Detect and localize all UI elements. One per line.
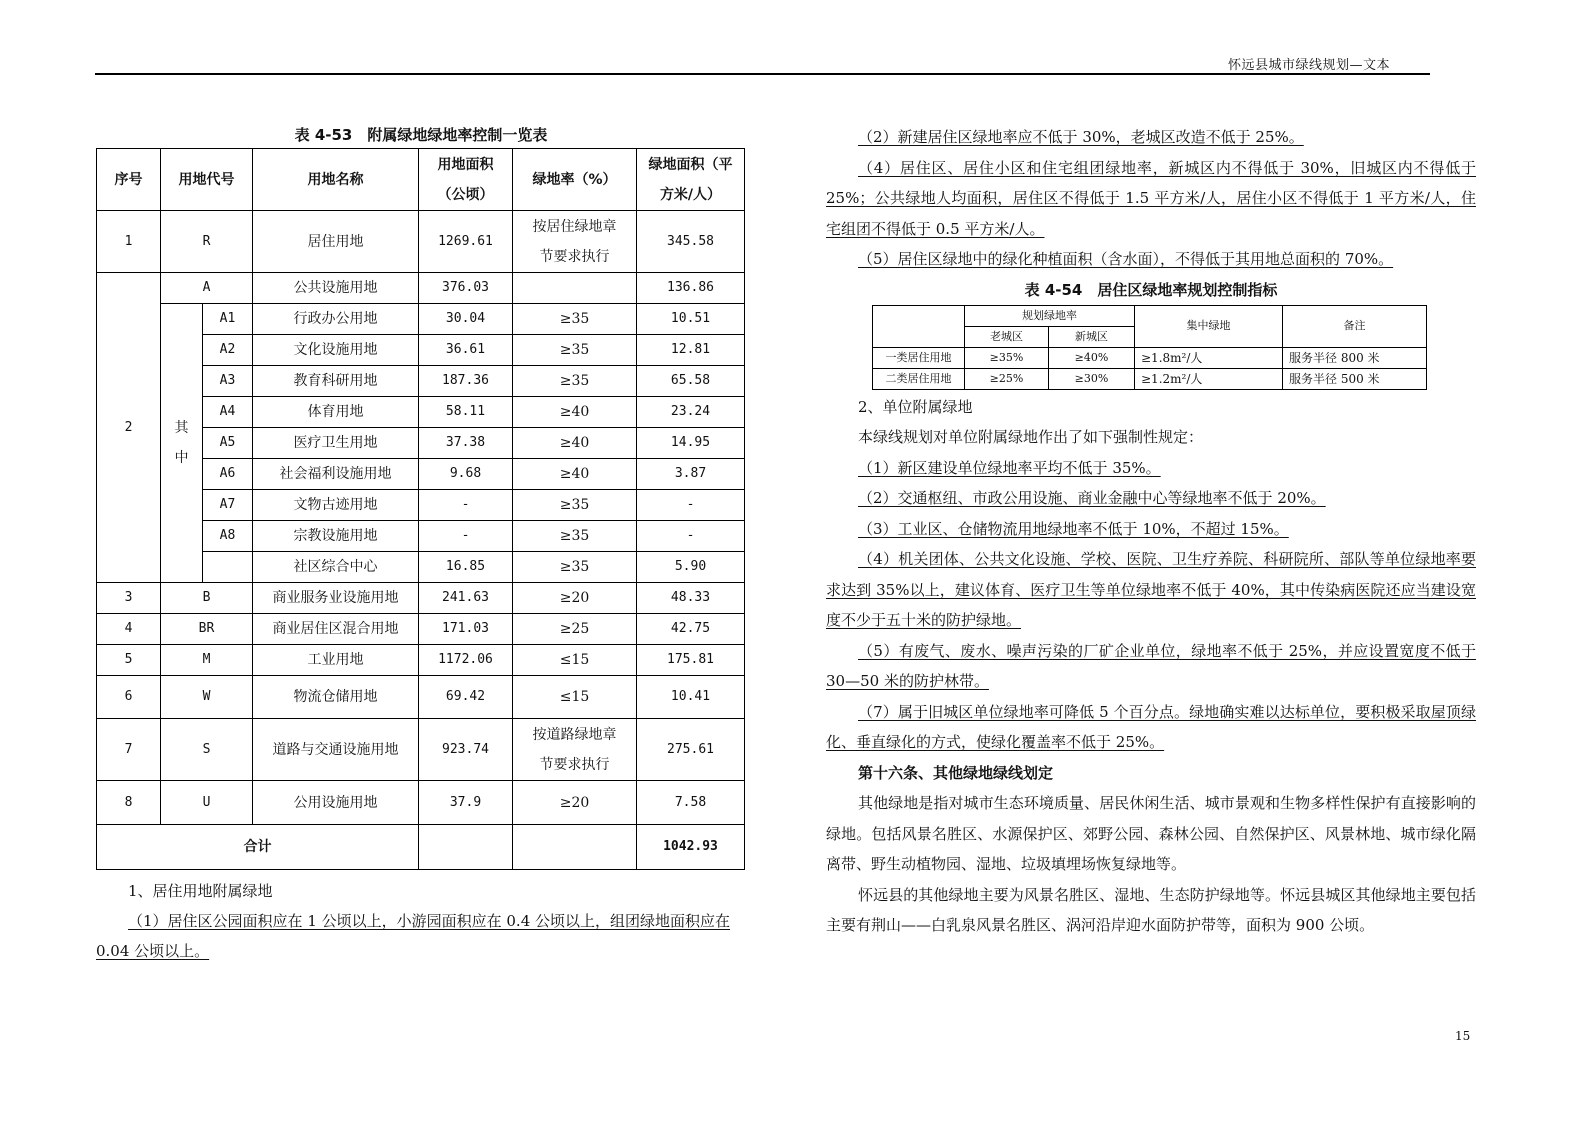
header-code: 用地代号 (161, 149, 253, 211)
para-u2-text: （2）交通枢纽、市政公用设施、商业金融中心等绿地率不低于 20%。 (858, 489, 1326, 507)
para-r5-text: （5）居住区绿地中的绿化种植面积（含水面），不得低于其用地总面积的 70%。 (858, 250, 1394, 268)
table-54 (872, 305, 1427, 390)
para-u5 (826, 636, 1476, 697)
para-r4 (826, 153, 1476, 245)
cell-code: A (161, 273, 253, 304)
cell-rate: ≥20 (513, 583, 637, 614)
qizhong-line1: 其 (174, 420, 189, 436)
cell-code: S (161, 719, 253, 781)
cell-code: A3 (203, 366, 253, 397)
cell-name: 社会福利设施用地 (253, 459, 419, 490)
left-column (96, 122, 746, 966)
cell-seq: 1 (97, 211, 161, 273)
cell-green: - (637, 490, 745, 521)
cell-new: ≥30% (1049, 368, 1135, 389)
cell-area: 923.74 (419, 719, 513, 781)
header-green-line2: 方米/人） (659, 186, 722, 203)
cell-central: ≥1.8m²/人 (1135, 347, 1283, 368)
cell-green: 42.75 (637, 614, 745, 645)
table54-h-central: 集中绿地 (1135, 305, 1283, 347)
cell-name: 社区综合中心 (253, 552, 419, 583)
para-u7-text: （7）属于旧城区单位绿地率可降低 5 个百分点。绿地确实难以达标单位，要积极采取屋顶绿化、垂直绿化的方式，使绿化覆盖率不低于 25%。 (826, 702, 1476, 751)
cell-old: ≥35% (965, 347, 1049, 368)
para-u4 (826, 544, 1476, 636)
table-54-title: 表 4-54 居住区绿地率规划控制指标 (1024, 280, 1278, 299)
table54-h-rate: 规划绿地率 (965, 305, 1135, 326)
cell-name: 商业居住区混合用地 (253, 614, 419, 645)
cell-green: - (637, 521, 745, 552)
cell-seq: 2 (97, 273, 161, 583)
cell-area: 9.68 (419, 459, 513, 490)
cell-green: 10.41 (637, 676, 745, 719)
cell-code: M (161, 645, 253, 676)
cell-name: 物流仓储用地 (253, 676, 419, 719)
cell-seq: 8 (97, 781, 161, 825)
qizhong-line2: 中 (174, 450, 189, 466)
cell-note: 服务半径 500 米 (1283, 368, 1427, 389)
table-row (97, 676, 745, 719)
cell-rate: ≥35 (513, 335, 637, 366)
cell-green: 48.33 (637, 583, 745, 614)
cell-area: 1172.06 (419, 645, 513, 676)
cell-name: 居住用地 (253, 211, 419, 273)
cell-area: 30.04 (419, 304, 513, 335)
cell-rate: ≤15 (513, 645, 637, 676)
para-r2-text: （2）新建居住区绿地率应不低于 30%，老城区改造不低于 25%。 (858, 128, 1304, 146)
cell-green: 345.58 (637, 211, 745, 273)
cell-area: 37.9 (419, 781, 513, 825)
table-row (97, 273, 745, 304)
para-residential-1 (96, 906, 746, 966)
header-area-line2: （公顷） (437, 186, 494, 203)
cell-area: 187.36 (419, 366, 513, 397)
left-text (96, 876, 746, 966)
para-u5-text: （5）有废气、废水、噪声污染的厂矿企业单位，绿地率不低于 25%，并应设置宽度不低于 30—50 米的防护林带。 (826, 641, 1476, 690)
cell-rate: ≤15 (513, 676, 637, 719)
para-u7 (826, 697, 1476, 758)
cell-green: 3.87 (637, 459, 745, 490)
table54-header-row (873, 305, 1427, 326)
cell-rate (513, 211, 637, 273)
cell-area: 37.38 (419, 428, 513, 459)
cell-rate (513, 273, 637, 304)
para-u1-text: （1）新区建设单位绿地率平均不低于 35%。 (858, 458, 1161, 477)
cell-area: 376.03 (419, 273, 513, 304)
para-r2 (826, 122, 1476, 153)
para-u3 (826, 514, 1476, 545)
cell-type: 二类居住用地 (873, 368, 965, 389)
cell-central: ≥1.2m²/人 (1135, 368, 1283, 389)
cell-total-label: 合计 (97, 825, 419, 870)
cell-rate-line1: 按道路绿地章 (532, 726, 617, 743)
cell-green: 175.81 (637, 645, 745, 676)
cell-code: A6 (203, 459, 253, 490)
table-53 (96, 148, 745, 870)
cell-area: 1269.61 (419, 211, 513, 273)
cell-area: 171.03 (419, 614, 513, 645)
cell-seq: 5 (97, 645, 161, 676)
cell-rate: ≥35 (513, 552, 637, 583)
cell-name: 宗教设施用地 (253, 521, 419, 552)
table-header-row (97, 149, 745, 211)
cell-rate: ≥35 (513, 366, 637, 397)
cell-name: 教育科研用地 (253, 366, 419, 397)
cell-name: 文物古迹用地 (253, 490, 419, 521)
cell-green: 14.95 (637, 428, 745, 459)
table54-h-note: 备注 (1283, 305, 1427, 347)
header-rule (95, 73, 1430, 75)
cell-code: U (161, 781, 253, 825)
cell-total-area (419, 825, 513, 870)
header-area (419, 149, 513, 211)
cell-rate: ≥35 (513, 490, 637, 521)
cell-qizhong (161, 304, 203, 583)
cell-seq: 6 (97, 676, 161, 719)
cell-green: 23.24 (637, 397, 745, 428)
cell-name: 公用设施用地 (253, 781, 419, 825)
cell-name: 公共设施用地 (253, 273, 419, 304)
cell-name: 行政办公用地 (253, 304, 419, 335)
table54-corner (873, 305, 965, 347)
cell-seq: 4 (97, 614, 161, 645)
cell-code: A1 (203, 304, 253, 335)
cell-area: 69.42 (419, 676, 513, 719)
cell-note: 服务半径 800 米 (1283, 347, 1427, 368)
heading-unit: 2、单位附属绿地 (858, 397, 973, 416)
cell-code: A4 (203, 397, 253, 428)
heading-residential: 1、居住用地附属绿地 (128, 882, 273, 900)
cell-new: ≥40% (1049, 347, 1135, 368)
cell-name: 文化设施用地 (253, 335, 419, 366)
table-53-title: 表 4-53 附属绿地绿地率控制一览表 (294, 126, 548, 144)
cell-name: 道路与交通设施用地 (253, 719, 419, 781)
table54-h-new: 新城区 (1049, 326, 1135, 347)
cell-seq: 7 (97, 719, 161, 781)
article-16-heading: 第十六条、其他绿地绿线划定 (858, 763, 1054, 782)
header-seq: 序号 (97, 149, 161, 211)
cell-rate: ≥35 (513, 521, 637, 552)
cell-type: 一类居住用地 (873, 347, 965, 368)
table-total-row (97, 825, 745, 870)
header-area-line1: 用地面积 (437, 156, 494, 173)
cell-rate: ≥40 (513, 428, 637, 459)
cell-green: 275.61 (637, 719, 745, 781)
cell-code: A5 (203, 428, 253, 459)
cell-total-rate (513, 825, 637, 870)
cell-area: 58.11 (419, 397, 513, 428)
cell-rate: ≥25 (513, 614, 637, 645)
cell-code: W (161, 676, 253, 719)
cell-area: - (419, 521, 513, 552)
cell-rate: ≥40 (513, 397, 637, 428)
cell-area: - (419, 490, 513, 521)
cell-green: 136.86 (637, 273, 745, 304)
cell-rate: ≥40 (513, 459, 637, 490)
cell-code: B (161, 583, 253, 614)
header-rate: 绿地率（%） (513, 149, 637, 211)
cell-code: A7 (203, 490, 253, 521)
cell-code: A2 (203, 335, 253, 366)
header-title: 怀远县城市绿线规划—文本 (1227, 58, 1390, 73)
table-row (97, 614, 745, 645)
table-row (97, 781, 745, 825)
cell-green: 10.51 (637, 304, 745, 335)
cell-rate: ≥35 (513, 304, 637, 335)
para-u2 (826, 483, 1476, 514)
cell-area: 241.63 (419, 583, 513, 614)
cell-rate-line1: 按居住绿地章 (532, 218, 617, 235)
cell-seq: 3 (97, 583, 161, 614)
para-r4-text: （4）居住区、居住小区和住宅组团绿地率，新城区内不得低于 30%，旧城区内不得低于 25%；公共绿地人均面积，居住区不得低于 1.5 平方米/人，居住小区不得低于 1 平方米/人，住宅组团不得低于 0.5 平方米/人。 (826, 158, 1476, 238)
cell-code: R (161, 211, 253, 273)
cell-name: 商业服务业设施用地 (253, 583, 419, 614)
table-row (873, 347, 1427, 368)
header-name: 用地名称 (253, 149, 419, 211)
cell-green: 5.90 (637, 552, 745, 583)
table-row (97, 583, 745, 614)
table-row (97, 645, 745, 676)
para-unit-intro: 本绿线规划对单位附属绿地作出了如下强制性规定： (858, 428, 1204, 446)
cell-rate: ≥20 (513, 781, 637, 825)
header-green (637, 149, 745, 211)
table-row (97, 719, 745, 781)
cell-name: 医疗卫生用地 (253, 428, 419, 459)
table-row (873, 368, 1427, 389)
cell-area: 16.85 (419, 552, 513, 583)
page-number: 15 (1455, 1029, 1471, 1043)
para-u4-text: （4）机关团体、公共文化设施、学校、医院、卫生疗养院、科研院所、部队等单位绿地率要求达到 35%以上，建议体育、医疗卫生等单位绿地率不低于 40%，其中传染病医院还应当建设宽度不少于五十米的防护绿地。 (826, 550, 1476, 629)
table-row (97, 304, 745, 335)
para-other-1: 其他绿地是指对城市生态环境质量、居民休闲生活、城市景观和生物多样性保护有直接影响的绿地。包括风景名胜区、水源保护区、郊野公园、森林公园、自然保护区、风景林地、城市绿化隔离带、野生动植物园、湿地、垃圾填埋场恢复绿地等。 (826, 794, 1476, 873)
cell-code: BR (161, 614, 253, 645)
header-green-line1: 绿地面积（平 (648, 156, 733, 173)
cell-code (203, 552, 253, 583)
cell-old: ≥25% (965, 368, 1049, 389)
cell-rate-line2: 节要求执行 (539, 756, 610, 773)
cell-green: 7.58 (637, 781, 745, 825)
table-row (97, 211, 745, 273)
cell-green: 65.58 (637, 366, 745, 397)
para-residential-1-text: （1）居住区公园面积应在 1 公顷以上，小游园面积应在 0.4 公顷以上，组团绿地面积应在 0.04 公顷以上。 (96, 912, 731, 960)
cell-total-green: 1042.93 (637, 825, 745, 870)
cell-green: 12.81 (637, 335, 745, 366)
para-u1 (826, 453, 1476, 484)
para-u3-text: （3）工业区、仓储物流用地绿地率不低于 10%，不超过 15%。 (858, 519, 1289, 538)
cell-area: 36.61 (419, 335, 513, 366)
para-r5 (826, 244, 1476, 275)
cell-code: A8 (203, 521, 253, 552)
cell-name: 工业用地 (253, 645, 419, 676)
cell-name: 体育用地 (253, 397, 419, 428)
cell-rate (513, 719, 637, 781)
table54-h-old: 老城区 (965, 326, 1049, 347)
cell-rate-line2: 节要求执行 (539, 248, 610, 265)
para-other-2: 怀远县的其他绿地主要为风景名胜区、湿地、生态防护绿地等。怀远县城区其他绿地主要包括主要有荆山——白乳泉风景名胜区、涡河沿岸迎水面防护带等，面积为 900 公顷。 (826, 885, 1476, 934)
right-column (826, 122, 1476, 941)
